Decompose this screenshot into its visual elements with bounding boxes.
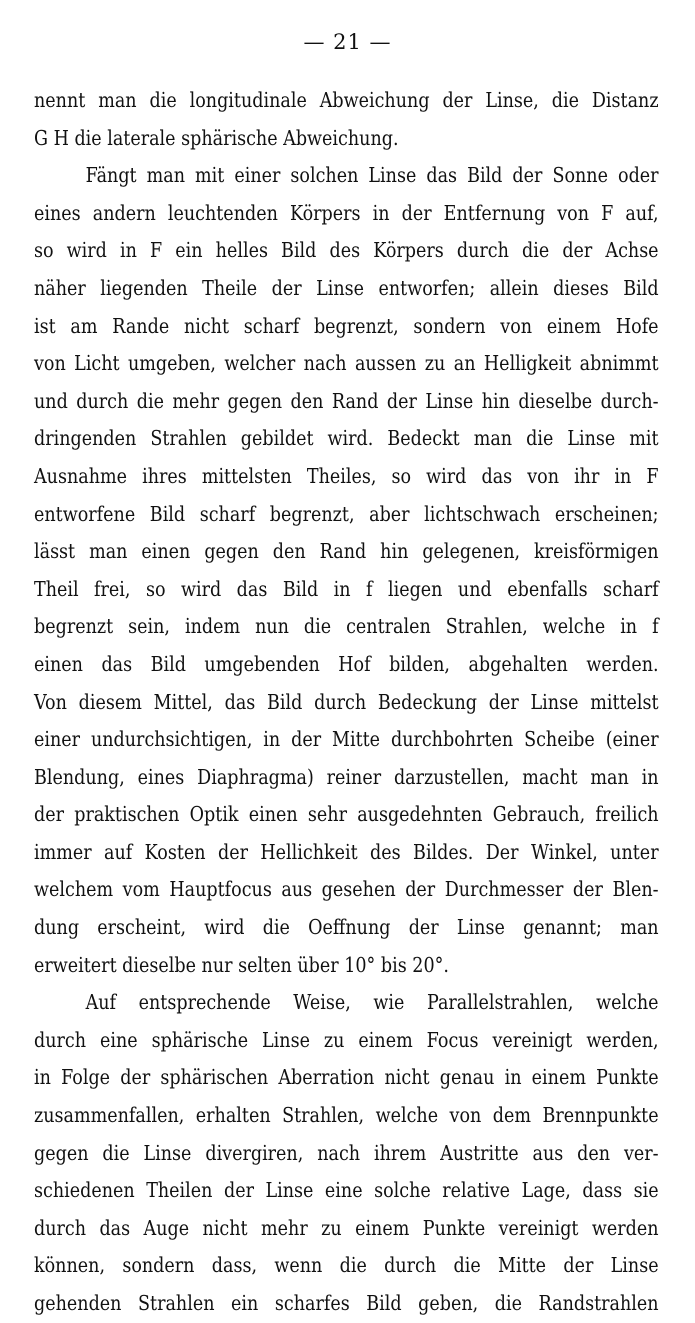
page-number: — 21 — (303, 30, 392, 54)
text-line: gegen die Linse divergiren, nach ihrem Austritte aus den ver- (34, 1140, 659, 1165)
text-line: begrenzt sein, indem nun die centralen Strahlen, welche in f (34, 614, 659, 639)
text-line: welchem vom Hauptfocus aus gesehen der Durchmesser der Blen- (34, 877, 659, 902)
text-line: entworfene Bild scharf begrenzt, aber lichtschwach erscheinen; (34, 501, 659, 526)
body-text (34, 82, 659, 1323)
text-line: Von diesem Mittel, das Bild durch Bedeckung der Linse mittelst (34, 689, 659, 714)
text-line: erweitert dieselbe nur selten über 10° bis 20°. (34, 952, 449, 977)
text-line: dung erscheint, wird die Oeffnung der Linse genannt; man (34, 915, 659, 940)
text-line: Ausnahme ihres mittelsten Theiles, so wird das von ihr in F (34, 463, 659, 488)
text-line: der praktischen Optik einen sehr ausgedehnten Gebrauch, freilich (34, 802, 659, 827)
text-line: näher liegenden Theile der Linse entworfen; allein dieses Bild (34, 275, 659, 300)
text-line: Fängt man mit einer solchen Linse das Bild der Sonne oder (85, 163, 659, 188)
text-line: nennt man die longitudinale Abweichung der Linse, die Distanz (34, 88, 659, 112)
text-line: immer auf Kosten der Hellichkeit des Bildes. Der Winkel, unter (34, 839, 659, 864)
text-line: können, sondern dass, wenn die durch die Mitte der Linse (34, 1253, 659, 1278)
text-line: einen das Bild umgebenden Hof bilden, abgehalten werden. (34, 651, 659, 676)
text-line: Auf entsprechende Weise, wie Parallelstrahlen, welche (85, 990, 659, 1015)
text-line: einer undurchsichtigen, in der Mitte durchbohrten Scheibe (einer (34, 727, 659, 752)
text-line: schiedenen Theilen der Linse eine solche relative Lage, dass sie (34, 1178, 659, 1203)
text-line: Theil frei, so wird das Bild in f liegen und ebenfalls scharf (34, 576, 659, 601)
text-line: durch das Auge nicht mehr zu einem Punkte vereinigt werden (34, 1215, 659, 1240)
text-line: Blendung, eines Diaphragma) reiner darzustellen, macht man in (34, 764, 659, 789)
text-line: und durch die mehr gegen den Rand der Linse hin dieselbe durch- (34, 388, 659, 413)
text-line: durch eine sphärische Linse zu einem Focus vereinigt werden, (34, 1027, 659, 1052)
text-line: eines andern leuchtenden Körpers in der Entfernung von F auf, (34, 200, 659, 225)
text-line: zusammenfallen, erhalten Strahlen, welche von dem Brennpunkte (34, 1103, 659, 1128)
text-line: von Licht umgeben, welcher nach aussen zu an Helligkeit abnimmt (34, 351, 659, 376)
text-line: lässt man einen gegen den Rand hin gelegenen, kreisförmigen (34, 539, 659, 564)
text-line: dringenden Strahlen gebildet wird. Bedeckt man die Linse mit (34, 426, 659, 451)
text-line: gehenden Strahlen ein scharfes Bild geben, die Randstrahlen (34, 1291, 659, 1315)
text-line: in Folge der sphärischen Aberration nicht genau in einem Punkte (34, 1065, 659, 1090)
text-line: so wird in F ein helles Bild des Körpers durch die der Achse (34, 238, 659, 263)
text-line: G H die laterale sphärische Abweichung. (34, 125, 399, 150)
text-line: ist am Rande nicht scharf begrenzt, sondern von einem Hofe (34, 313, 659, 338)
